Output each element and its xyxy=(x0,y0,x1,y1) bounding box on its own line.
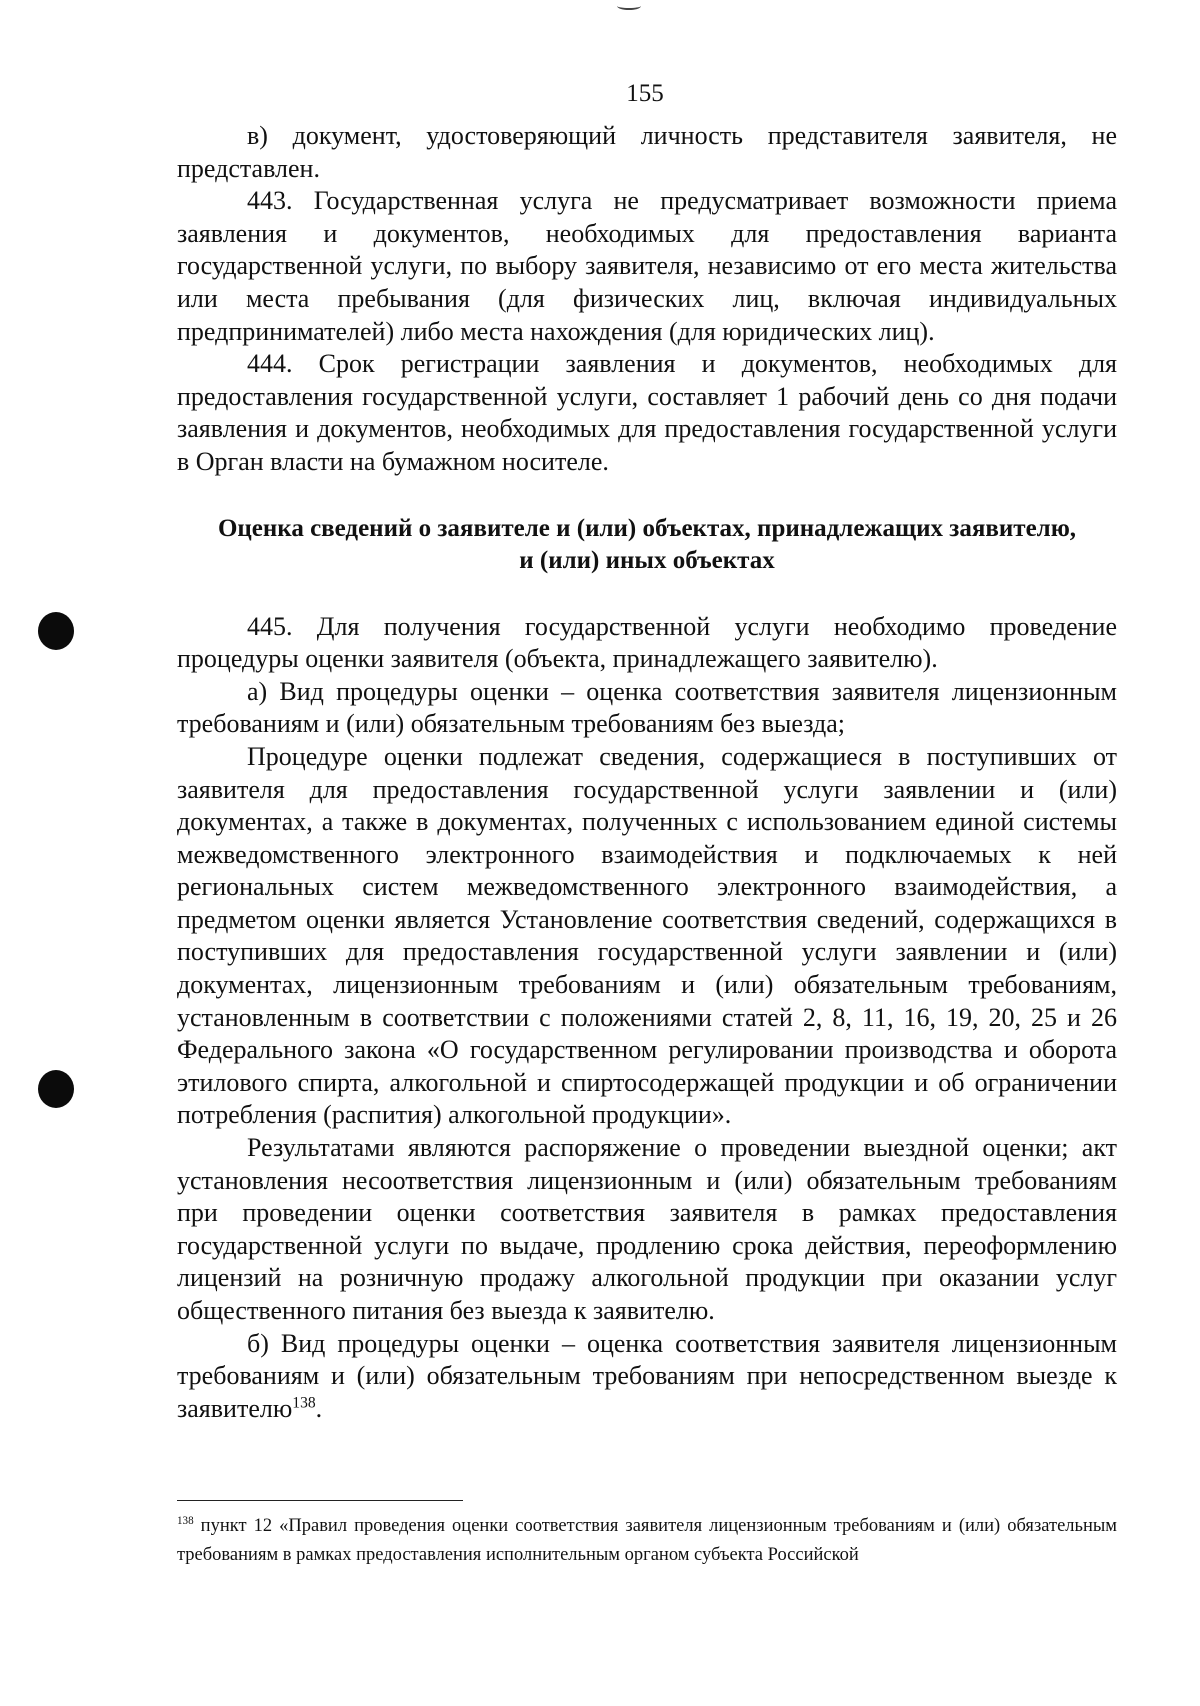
paragraph-443: 443. Государственная услуга не предусматривает возможности приема заявления и документов, необходимых для предоставления варианта государственной услуги, по выбору заявителя, независимо от его места жительства или места пребывания (для физических лиц, включая индивидуальных предпринимателей) либо места нахождения (для юридических лиц). xyxy=(177,186,1117,346)
paragraph-item-b-end: . xyxy=(315,1393,323,1423)
punch-hole-upper xyxy=(38,612,74,650)
footnote xyxy=(177,1512,1117,1570)
paragraph-item-a: а) Вид процедуры оценки – оценка соответствия заявителя лицензионным требованиям и (или) обязательным требованиям без выезда; xyxy=(177,676,1117,739)
paragraph-445: 445. Для получения государственной услуги необходимо проведение процедуры оценки заявителя (объекта, принадлежащего заявителю). xyxy=(177,611,1117,674)
footnote-marker: 138 xyxy=(177,1514,194,1527)
paragraph-item-v: в) документ, удостоверяющий личность представителя заявителя, не представлен. xyxy=(177,121,1117,183)
punch-hole-lower xyxy=(38,1070,74,1108)
page-number: 155 xyxy=(626,80,664,107)
paragraph-item-b xyxy=(177,1328,1117,1426)
section-heading: Оценка сведений о заявителе и (или) объектах, принадлежащих заявителю, и (или) иных объектах xyxy=(217,514,1077,574)
main-text xyxy=(177,120,1117,1425)
paragraph-item-b-text: б) Вид процедуры оценки – оценка соответствия заявителя лицензионным требованиям и (или) обязательным требованиям при непосредственном выезде к заявителю xyxy=(177,1328,1117,1423)
paragraph-assessment-subject: Процедуре оценки подлежат сведения, содержащиеся в поступивших от заявителя для предоставления государственной услуги заявлении и (или) документах, а также в документах, полученных с использованием единой системы межведомственного электронного взаимодействия и подключаемых к ней региональных систем межведомственного электронного взаимодействия, а предметом оценки является Установление соответствия сведений, содержащихся в поступивших для предоставления государственной услуги заявлении и (или) документах, лицензионным требованиям и (или) обязательным требованиям, установленным в соответствии с положениями статей 2, 8, 11, 16, 19, 20, 25 и 26 Федерального закона «О государственном регулировании производства и оборота этилового спирта, алкогольной и спиртосодержащей продукции и об ограничении потребления (распития) алкогольной продукции». xyxy=(177,741,1117,1130)
top-scan-mark xyxy=(617,2,641,10)
footnote-reference: 138 xyxy=(292,1394,316,1412)
footnote-text: пункт 12 «Правил проведения оценки соответствия заявителя лицензионным требованиям и (или) обязательным требованиям в рамках предоставления исполнительным органом субъекта Российской xyxy=(177,1516,1117,1565)
paragraph-444: 444. Срок регистрации заявления и документов, необходимых для предоставления государственной услуги, составляет 1 рабочий день со дня подачи заявления и документов, необходимых для предоставления государственной услуги в Орган власти на бумажном носителе. xyxy=(177,349,1117,476)
footnote-divider xyxy=(177,1500,463,1501)
paragraph-results: Результатами являются распоряжение о проведении выездной оценки; акт установления несоответствия лицензионным и (или) обязательным требованиям при проведении оценки соответствия заявителя в рамках предоставления государственной услуги по выдаче, продлению срока действия, переоформлению лицензий на розничную продажу алкогольной продукции при оказании услуг общественного питания без выезда к заявителю. xyxy=(177,1133,1117,1325)
